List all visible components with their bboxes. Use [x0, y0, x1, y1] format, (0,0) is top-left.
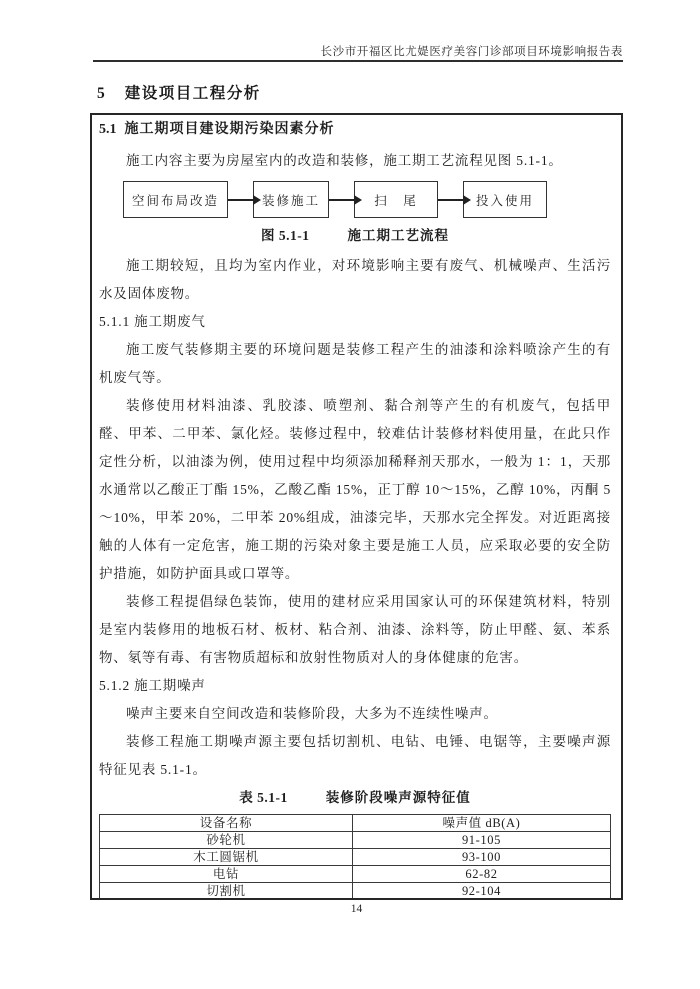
table-cell-noise-value: 93-100: [352, 849, 610, 866]
table-cell-equipment: 砂轮机: [100, 832, 353, 849]
arrow-right-icon: [228, 199, 253, 201]
table-header-noise-value: 噪声值 dB(A): [352, 815, 610, 832]
flow-step-layout-change: [123, 181, 228, 218]
table-cell-noise-value: 92-104: [352, 883, 610, 900]
flow-step-decoration: [253, 181, 329, 218]
paragraph-waste-gas-1: 施工废气装修期主要的环境问题是装修工程产生的油漆和涂料喷涂产生的有机废气等。: [99, 342, 611, 385]
figure-caption: [99, 222, 611, 250]
paragraph-waste-gas-2: 装修使用材料油漆、乳胶漆、喷塑剂、黏合剂等产生的有机废气，包括甲醛、甲苯、二甲苯、氯化烃。装修过程中，较难估计装修材料使用量，在此只作定性分析，以油漆为例，使用过程中均须添加稀释剂天那水，一般为 1：1，天那水通常以乙酸正丁酯 15%，乙酸乙酯 15%，正丁醇 10～15%，乙醇 10%，丙酮 5～10%，甲苯 20%，二甲苯 20%组成，油漆完毕，天那水完全挥发。对近距离接触的人体有一定危害，施工期的污染对象主要是施工人员，应采取必要的安全防护措施，如防护面具或口罩等。: [99, 398, 611, 581]
subsection-number: 5.1: [99, 122, 117, 137]
table-cell-equipment: 电钻: [100, 866, 353, 883]
paragraph-noise-2: 装修工程施工期噪声源主要包括切割机、电钻、电锤、电锯等，主要噪声源特征见表 5.1-1。: [99, 734, 611, 777]
arrow-right-icon: [329, 199, 354, 201]
figure-caption-label: 图 5.1-1: [261, 228, 310, 243]
table-row: [100, 849, 611, 866]
flow-step-label: 扫 尾: [374, 193, 418, 208]
heading-noise: 5.1.2 施工期噪声: [99, 678, 206, 693]
table-caption: [99, 784, 611, 812]
flow-step-label: 装修施工: [262, 193, 321, 208]
table-caption-label: 表 5.1-1: [239, 790, 288, 805]
process-flowchart: [123, 181, 611, 218]
table-cell-noise-value: 62-82: [352, 866, 610, 883]
table-caption-title: 装修阶段噪声源特征值: [325, 790, 471, 805]
table-header-equipment: 设备名称: [100, 815, 353, 832]
paragraph-green-material: 装修工程提倡绿色装饰，使用的建材应采用国家认可的环保建筑材料，特别是室内装修用的地板石材、板材、粘合剂、油漆、涂料等，防止甲醛、氨、苯系物、氡等有毒、有害物质超标和放射性物质对人的身体健康的危害。: [99, 594, 611, 665]
header-divider: [93, 60, 623, 62]
subsection-heading: [99, 119, 611, 141]
table-header-row: [100, 815, 611, 832]
paragraph-duration: 施工期较短，且均为室内作业，对环境影响主要有废气、机械噪声、生活污水及固体废物。: [99, 258, 611, 301]
table-cell-equipment: 木工圆锯机: [100, 849, 353, 866]
table-cell-noise-value: 91-105: [352, 832, 610, 849]
table-row: [100, 866, 611, 883]
flow-step-put-into-use: [463, 181, 547, 218]
flow-step-cleanup: [354, 181, 438, 218]
content-box: [90, 113, 623, 900]
paragraph-intro: 施工内容主要为房屋室内的改造和装修，施工期工艺流程见图 5.1-1。: [126, 153, 563, 168]
noise-source-table: [99, 814, 611, 900]
heading-waste-gas: 5.1.1 施工期废气: [99, 314, 206, 329]
chapter-heading: [97, 81, 261, 103]
paragraph-noise-1: 噪声主要来自空间改造和装修阶段，大多为不连续性噪声。: [126, 706, 498, 721]
subsection-title: 施工期项目建设期污染因素分析: [124, 122, 335, 137]
flow-step-label: 投入使用: [476, 193, 535, 208]
arrow-right-icon: [438, 199, 463, 201]
flow-step-label: 空间布局改造: [132, 193, 220, 208]
running-header: 长沙市开福区比尤媞医疗美容门诊部项目环境影响报告表: [320, 46, 623, 58]
table-cell-equipment: 切割机: [100, 883, 353, 900]
table-row: [100, 883, 611, 900]
chapter-number: 5: [97, 85, 105, 102]
chapter-title: 建设项目工程分析: [124, 85, 261, 102]
page-number: 14: [350, 903, 363, 915]
table-row: [100, 832, 611, 849]
figure-caption-title: 施工期工艺流程: [347, 228, 449, 243]
